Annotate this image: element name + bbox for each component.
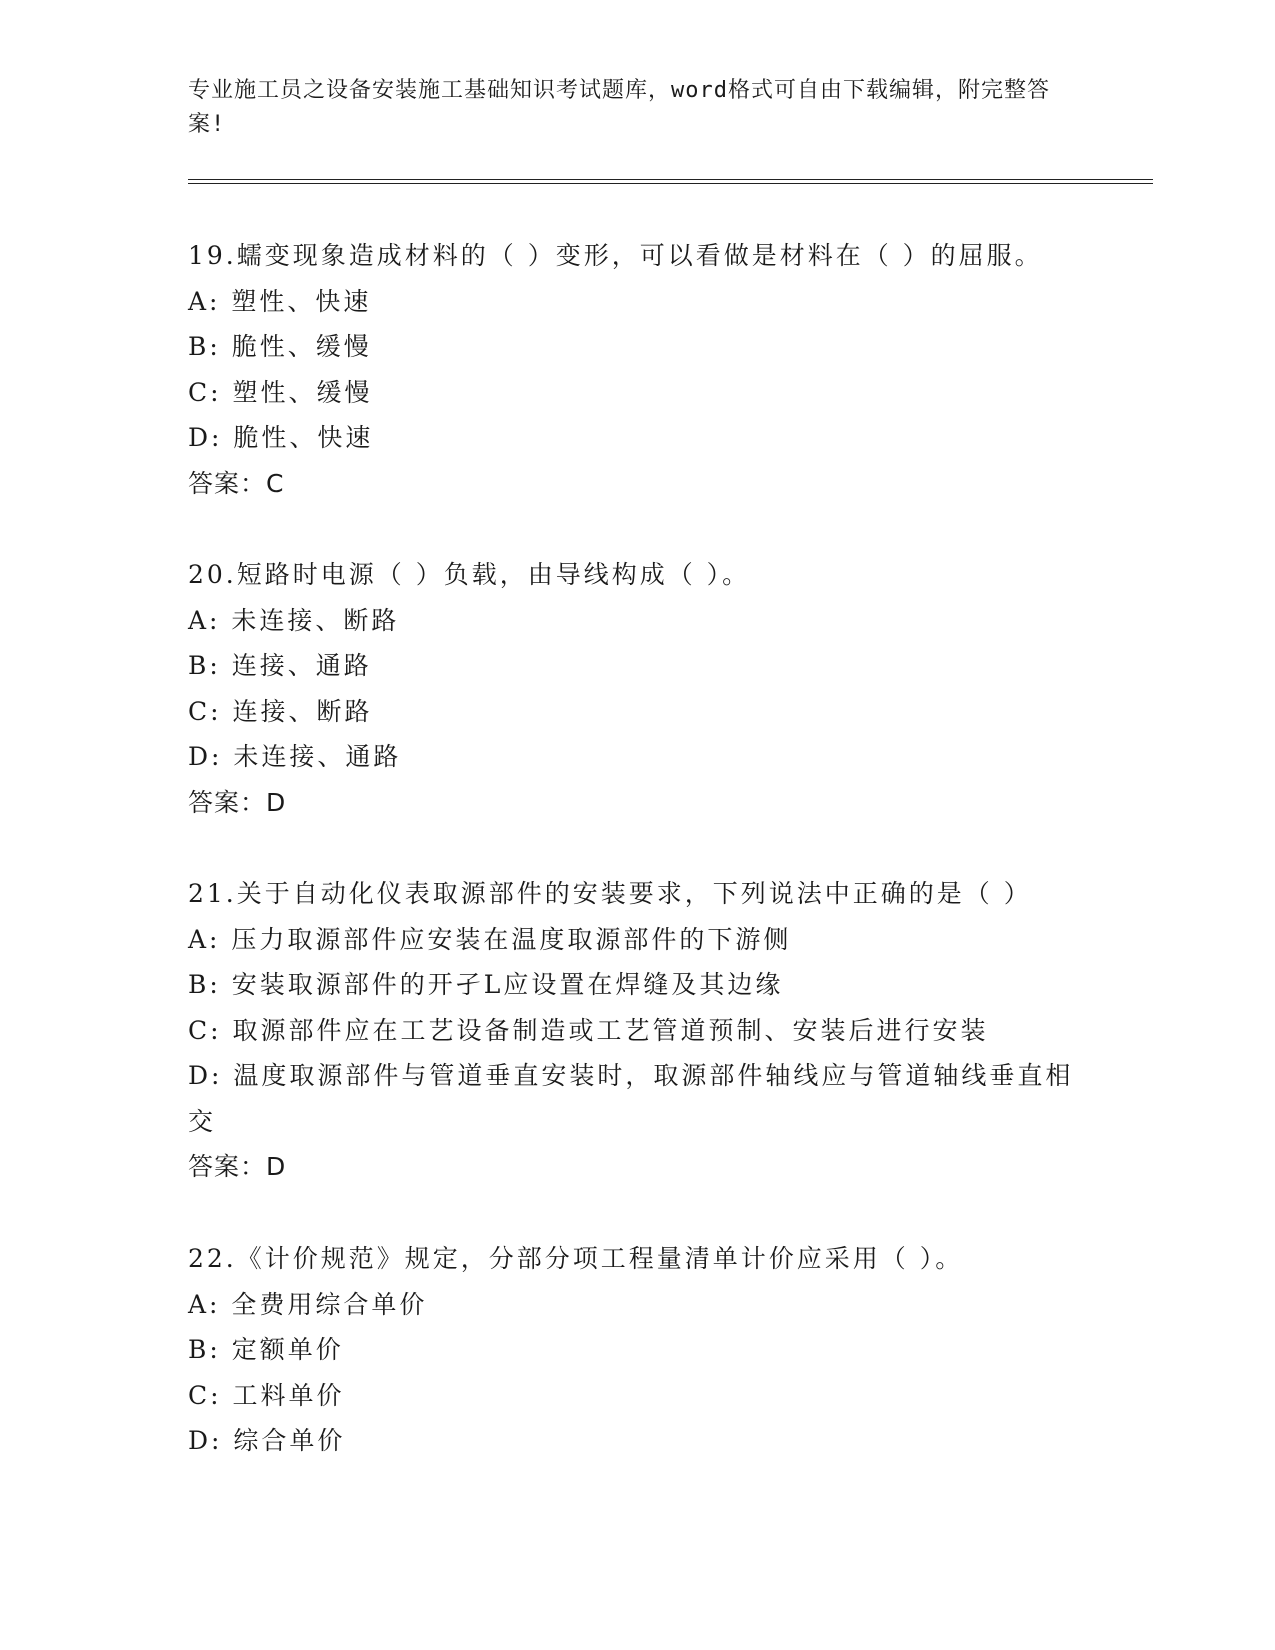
document-header: 专业施工员之设备安装施工基础知识考试题库，word格式可自由下载编辑，附完整答案! <box>188 78 1050 137</box>
option-a: A: 全费用综合单价 <box>188 1289 428 1319</box>
option-c: C: 连接、断路 <box>188 696 373 726</box>
option-b: B: 安装取源部件的开孑L应设置在焊缝及其边缘 <box>188 970 784 999</box>
option-b: B: 脆性、缓慢 <box>188 332 372 361</box>
question-22 <box>188 1236 1088 1464</box>
option-d: D: 综合单价 <box>188 1426 346 1455</box>
question-19 <box>188 233 1088 506</box>
option-d: D: 温度取源部件与管道垂直安装时，取源部件轴线应与管道轴线垂直相交 <box>188 1061 1074 1136</box>
option-a: A: 压力取源部件应安装在温度取源部件的下游侧 <box>188 924 792 954</box>
header-divider-top <box>188 179 1153 180</box>
answer: 答案：D <box>188 787 287 817</box>
question-stem: 21.关于自动化仪表取源部件的安装要求，下列说法中正确的是（ ） <box>188 879 1032 908</box>
option-c: C: 取源部件应在工艺设备制造或工艺管道预制、安装后进行安装 <box>188 1015 989 1045</box>
question-stem: 22.《计价规范》规定，分部分项工程量清单计价应采用（ ）。 <box>188 1244 964 1273</box>
question-21 <box>188 871 1088 1190</box>
option-c: C: 工料单价 <box>188 1380 345 1410</box>
option-a: A: 未连接、断路 <box>188 605 400 635</box>
option-d: D: 未连接、通路 <box>188 742 402 771</box>
answer: 答案：D <box>188 1152 287 1181</box>
option-b: B: 连接、通路 <box>188 651 372 680</box>
option-a: A: 塑性、快速 <box>188 286 372 316</box>
question-stem: 20.短路时电源（ ）负载，由导线构成（ ）。 <box>188 560 751 589</box>
question-20 <box>188 552 1088 825</box>
option-b: B: 定额单价 <box>188 1335 344 1364</box>
option-d: D: 脆性、快速 <box>188 423 374 452</box>
header-divider-bottom <box>188 183 1153 184</box>
answer: 答案：C <box>188 468 285 498</box>
question-stem: 19.蠕变现象造成材料的（ ）变形，可以看做是材料在（ ）的屈服。 <box>188 241 1043 270</box>
option-c: C: 塑性、缓慢 <box>188 377 373 407</box>
